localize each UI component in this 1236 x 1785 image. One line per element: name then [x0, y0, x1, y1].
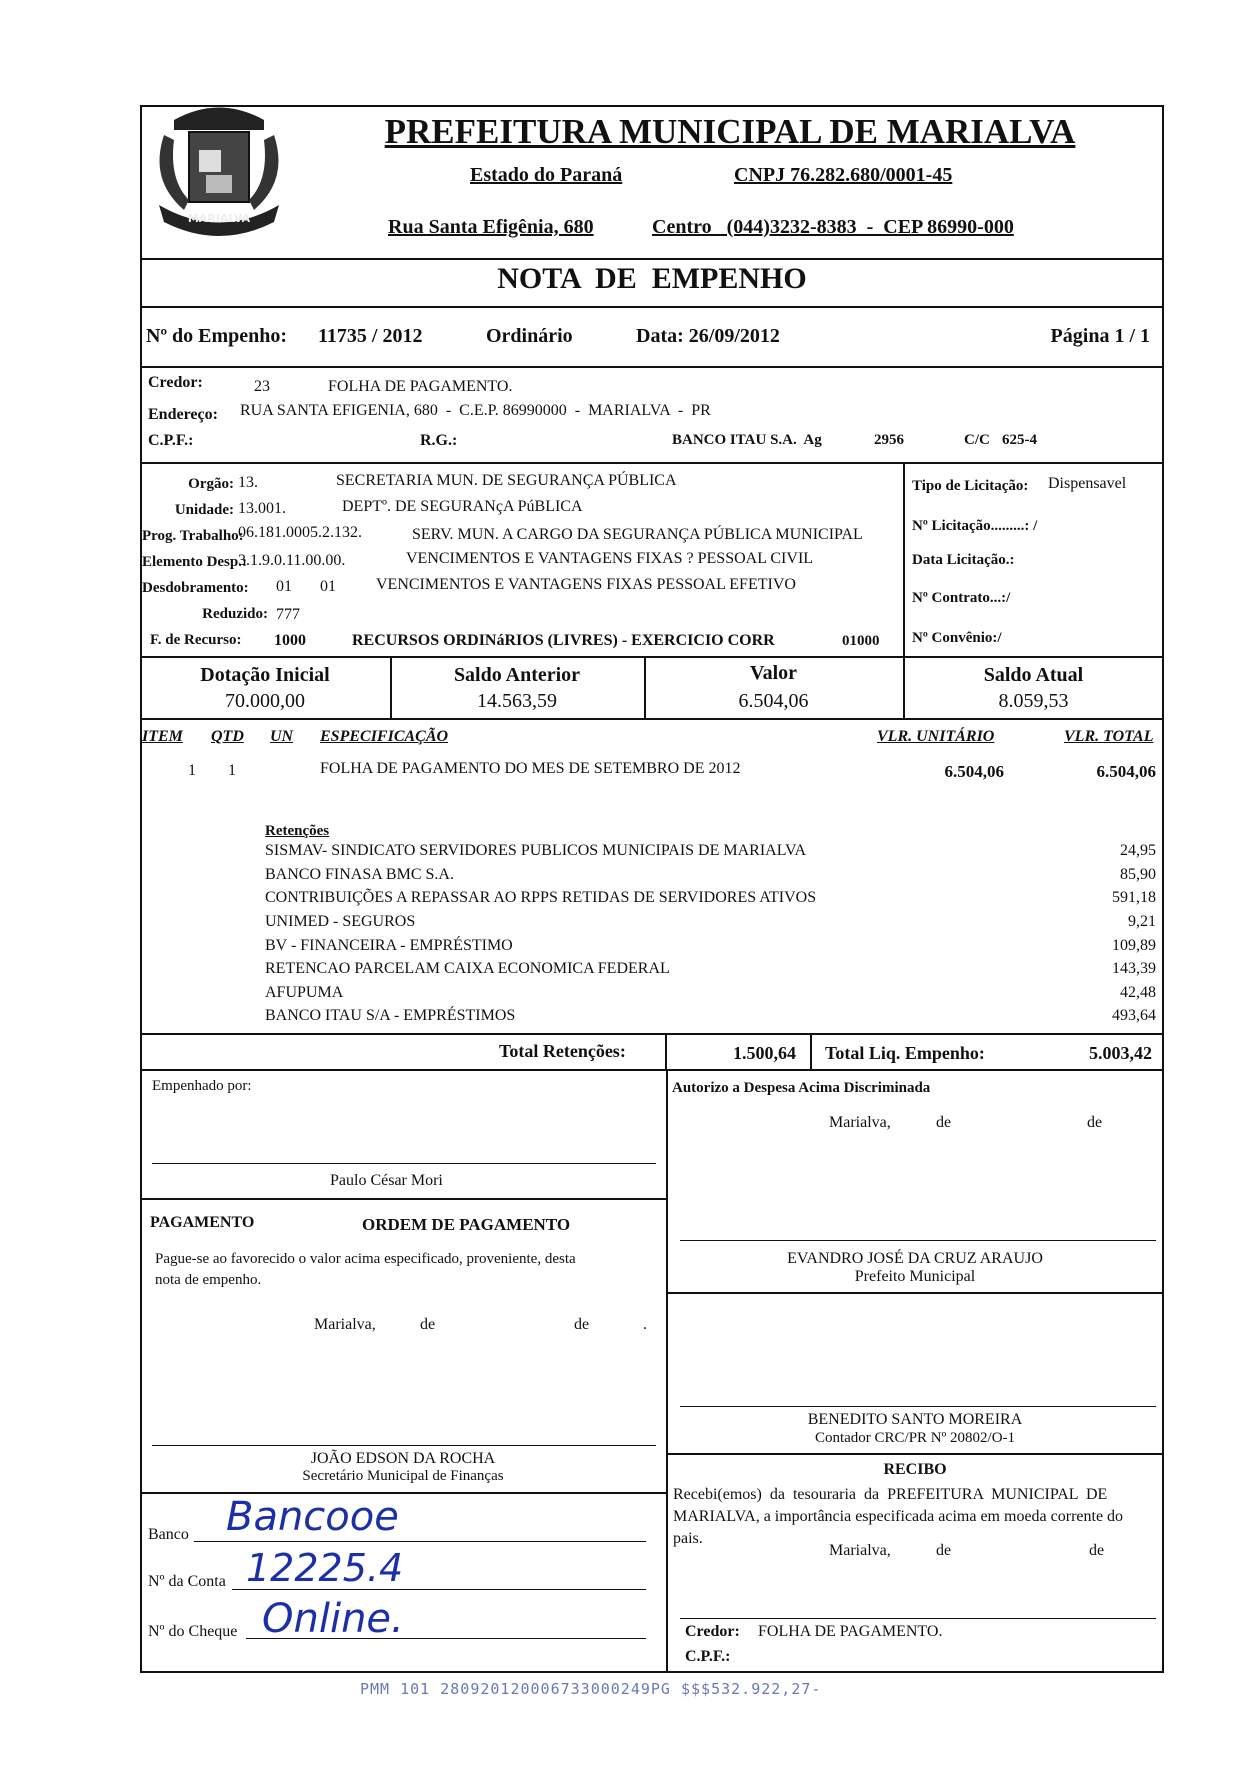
unidade-label: Unidade: — [174, 502, 234, 518]
total-retencoes-value: 1.500,64 — [733, 1043, 796, 1063]
banco-label: Banco — [148, 1526, 189, 1543]
empenhado-por-label: Empenhado por: — [152, 1078, 252, 1094]
recibo-credor-label: Credor: — [685, 1623, 740, 1640]
contador-name: BENEDITO SANTO MOREIRA — [807, 1411, 1023, 1428]
bank-agency: 2956 — [874, 432, 904, 448]
page-number: Página 1 / 1 — [1050, 325, 1150, 347]
prefeito-role: Prefeito Municipal — [854, 1268, 976, 1285]
col-valor-total: VLR. TOTAL — [1064, 728, 1154, 745]
unidade-name: DEPTº. DE SEGURANçA PúBLICA — [342, 498, 583, 515]
autorizo-de2: de — [1087, 1114, 1103, 1131]
svg-text:MARIALVA: MARIALVA — [187, 212, 251, 225]
valor-value: 6.504,06 — [738, 690, 809, 712]
retencao-desc: CONTRIBUIÇÕES A REPASSAR AO RPPS RETIDAS DE SERVIDORES ATIVOS — [265, 889, 817, 906]
empenhado-por-name: Paulo César Mori — [330, 1172, 443, 1189]
item-valor-unitario: 6.504,06 — [944, 762, 1004, 781]
desdobramento-label: Desdobramento: — [142, 580, 249, 596]
retencao-value: 9,21 — [1128, 913, 1156, 930]
col-qtd: QTD — [211, 728, 244, 745]
banco-handwriting: Bancooe — [226, 1494, 399, 1540]
retencao-value: 42,48 — [1120, 984, 1156, 1001]
tipo-licitacao-value: Dispensavel — [1048, 475, 1127, 492]
orgao-code: 13. — [238, 474, 258, 491]
endereco-value: RUA SANTA EFIGENIA, 680 - C.E.P. 86990000 - MARIALVA - PR — [240, 402, 711, 419]
empenho-date: Data: 26/09/2012 — [636, 325, 780, 347]
retencao-value: 143,39 — [1112, 960, 1156, 977]
orgao-label: Orgão: — [188, 476, 234, 492]
credor-name: FOLHA DE PAGAMENTO. — [328, 378, 513, 395]
reduzido-code: 777 — [276, 606, 300, 623]
col-especificacao: ESPECIFICAÇÃO — [320, 728, 449, 745]
autorizo-de1: de — [936, 1114, 952, 1131]
cnpj-label: CNPJ 76.282.680/0001-45 — [734, 164, 953, 186]
cpf-label: C.P.F.: — [148, 432, 194, 449]
credor-code: 23 — [254, 378, 270, 395]
item-especificacao: FOLHA DE PAGAMENTO DO MES DE SETEMBRO DE 2012 — [320, 760, 741, 777]
retencao-desc: BV - FINANCEIRA - EMPRÉSTIMO — [265, 937, 513, 954]
desdobramento-name: VENCIMENTOS E VANTAGENS FIXAS PESSOAL EFETIVO — [376, 576, 796, 593]
recibo-de1: de — [936, 1542, 952, 1559]
pagamento-label: PAGAMENTO — [150, 1214, 255, 1231]
endereco-label: Endereço: — [148, 406, 218, 423]
total-retencoes-label: Total Retenções: — [499, 1041, 626, 1061]
autorizo-city: Marialva, — [829, 1114, 891, 1131]
empenho-label: Nº do Empenho: — [146, 325, 288, 347]
pagamento-city: Marialva, — [314, 1316, 376, 1333]
recibo-city: Marialva, — [829, 1542, 891, 1559]
autorizo-label: Autorizo a Despesa Acima Discriminada — [672, 1080, 931, 1096]
street-label: Rua Santa Efigênia, 680 — [388, 216, 594, 238]
retencao-value: 109,89 — [1112, 937, 1156, 954]
coat-of-arms-icon — [144, 90, 294, 250]
elemento-label: Elemento Desp.: — [142, 554, 247, 570]
empenho-number: 11735 / 2012 — [318, 325, 423, 347]
recibo-cpf-label: C.P.F.: — [685, 1648, 731, 1665]
cheque-label: Nº do Cheque — [148, 1623, 238, 1640]
recibo-de2: de — [1089, 1542, 1105, 1559]
recurso-code: 1000 — [274, 632, 306, 649]
rg-label: R.G.: — [420, 432, 458, 449]
retencao-desc: UNIMED - SEGUROS — [265, 913, 416, 930]
ordem-pagamento-label: ORDEM DE PAGAMENTO — [362, 1215, 571, 1234]
contador-role: Contador CRC/PR Nº 20802/O-1 — [814, 1430, 1016, 1446]
cheque-handwriting: Online. — [262, 1596, 404, 1642]
saldo-anterior-value: 14.563,59 — [477, 690, 557, 712]
dotacao-inicial-value: 70.000,00 — [225, 690, 305, 712]
elemento-name: VENCIMENTOS E VANTAGENS FIXAS ? PESSOAL CIVIL — [406, 550, 814, 567]
prog-code: 06.181.0005.2.132. — [238, 524, 362, 541]
municipality-title: PREFEITURA MUNICIPAL DE MARIALVA — [384, 112, 1076, 151]
item-number: 1 — [188, 762, 196, 779]
total-liquido-value: 5.003,42 — [1089, 1043, 1152, 1063]
retencao-desc: RETENCAO PARCELAM CAIXA ECONOMICA FEDERAL — [265, 960, 670, 977]
col-valor-unitario: VLR. UNITÁRIO — [877, 728, 995, 745]
retencao-value: 24,95 — [1120, 842, 1156, 859]
col-item: ITEM — [142, 728, 183, 745]
tipo-licitacao-label: Tipo de Licitação: — [912, 478, 1029, 494]
pagamento-de1: de — [420, 1316, 436, 1333]
bank-name: BANCO ITAU S.A. Ag — [672, 432, 822, 448]
recibo-line-3: pais. — [673, 1530, 703, 1547]
account-label: C/C — [964, 432, 990, 448]
footer-code: PMM 101 280920120006733000249PG $$$532.922,27- — [360, 1680, 822, 1698]
dotacao-inicial-label: Dotação Inicial — [200, 664, 330, 686]
saldo-atual-value: 8.059,53 — [998, 690, 1069, 712]
numero-licitacao: Nº Licitação.........: / — [912, 518, 1038, 534]
retencao-desc: SISMAV- SINDICATO SERVIDORES PUBLICOS MUNICIPAIS DE MARIALVA — [265, 842, 807, 859]
prog-label: Prog. Trabalho: — [142, 528, 244, 544]
item-qtd: 1 — [228, 762, 236, 779]
retencao-desc: BANCO ITAU S/A - EMPRÉSTIMOS — [265, 1007, 516, 1024]
conta-label: Nº da Conta — [148, 1573, 226, 1590]
unidade-code: 13.001. — [238, 500, 286, 517]
pagamento-text-2: nota de empenho. — [155, 1272, 262, 1288]
retencoes-title: Retenções — [265, 823, 330, 839]
secretario-name: JOÃO EDSON DA ROCHA — [310, 1450, 496, 1467]
retencao-value: 85,90 — [1120, 866, 1156, 883]
recurso-code2: 01000 — [842, 633, 880, 649]
saldo-atual-label: Saldo Atual — [983, 664, 1084, 686]
reduzido-label: Reduzido: — [202, 606, 268, 622]
numero-convenio: Nº Convênio:/ — [912, 630, 1002, 646]
saldo-anterior-label: Saldo Anterior — [453, 664, 581, 686]
desdobramento-code2: 01 — [320, 578, 336, 595]
retencao-desc: BANCO FINASA BMC S.A. — [265, 866, 454, 883]
retencao-value: 493,64 — [1112, 1007, 1156, 1024]
valor-label: Valor — [749, 662, 798, 684]
credor-label: Credor: — [148, 374, 203, 391]
retencao-desc: AFUPUMA — [265, 984, 344, 1001]
pagamento-text-1: Pague-se ao favorecido o valor acima especificado, proveniente, desta — [155, 1251, 576, 1267]
state-label: Estado do Paraná — [470, 164, 623, 186]
recurso-label: F. de Recurso: — [150, 632, 242, 648]
col-un: UN — [270, 728, 294, 745]
prefeito-name: EVANDRO JOSÉ DA CRUZ ARAUJO — [787, 1250, 1043, 1267]
recibo-title: RECIBO — [883, 1461, 947, 1478]
secretario-role: Secretário Municipal de Finanças — [302, 1468, 504, 1484]
account-number: 625-4 — [1002, 432, 1037, 448]
orgao-name: SECRETARIA MUN. DE SEGURANÇA PÚBLICA — [336, 472, 677, 489]
prog-name: SERV. MUN. A CARGO DA SEGURANÇA PÚBLICA MUNICIPAL — [412, 526, 863, 543]
conta-handwriting: 12225.4 — [246, 1546, 404, 1590]
retencao-value: 591,18 — [1112, 889, 1156, 906]
item-valor-total: 6.504,06 — [1096, 762, 1156, 781]
data-licitacao: Data Licitação.: — [912, 552, 1015, 568]
pagamento-de2: de — [574, 1316, 590, 1333]
recibo-line-1: Recebi(emos) da tesouraria da PREFEITURA MUNICIPAL DE — [673, 1486, 1108, 1503]
empenho-type: Ordinário — [486, 325, 573, 347]
document-title: NOTA DE EMPENHO — [497, 262, 807, 295]
recibo-credor-name: FOLHA DE PAGAMENTO. — [758, 1623, 943, 1640]
numero-contrato: Nº Contrato...:/ — [912, 590, 1011, 606]
desdobramento-code1: 01 — [276, 578, 292, 595]
recurso-name: RECURSOS ORDINáRIOS (LIVRES) - EXERCICIO CORR — [352, 632, 775, 649]
elemento-code: 3.1.9.0.11.00.00. — [238, 552, 346, 569]
total-liquido-label: Total Liq. Empenho: — [825, 1043, 985, 1063]
recibo-line-2: MARIALVA, a importância especificada acima em moeda corrente do — [673, 1508, 1124, 1525]
address-label: Centro (044)3232-8383 - CEP 86990-000 — [652, 216, 1014, 238]
